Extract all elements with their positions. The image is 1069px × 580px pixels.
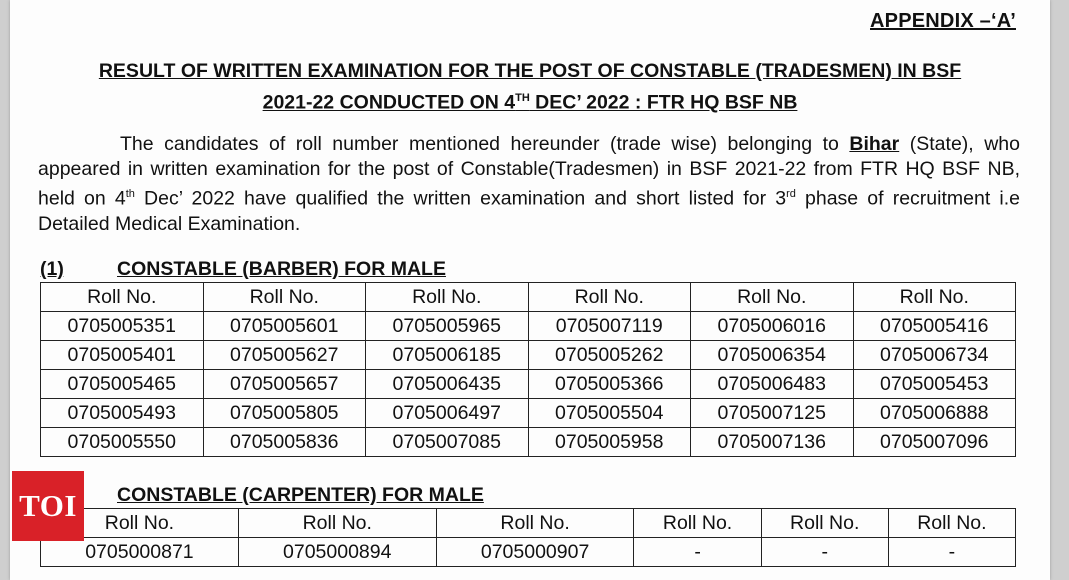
column-header: Roll No.	[888, 509, 1015, 538]
table-header-row	[41, 283, 1016, 312]
roll-number-cell: 0705006483	[691, 370, 854, 399]
roll-number-cell: 0705000907	[436, 538, 634, 567]
roll-number-cell: 0705000871	[41, 538, 239, 567]
roll-number-cell: 0705006734	[853, 341, 1016, 370]
table-header-row	[41, 509, 1016, 538]
roll-table-barber	[40, 282, 1016, 457]
column-header: Roll No.	[203, 283, 366, 312]
roll-number-cell: 0705006354	[691, 341, 854, 370]
roll-number-cell: 0705005601	[203, 312, 366, 341]
column-header: Roll No.	[436, 509, 634, 538]
section-title-barber: CONSTABLE (BARBER) FOR MALE	[117, 258, 446, 280]
roll-number-cell: 0705005504	[528, 399, 691, 428]
roll-number-cell: 0705007119	[528, 312, 691, 341]
intro-paragraph: The candidates of roll number mentioned hereunder (trade wise) belonging to Bihar (State), who appeared in written examination for the post of Constable(Tradesmen) in BSF 2021-22 from FTR HQ BSF NB, held on 4th Dec’ 2022 have qualified the written examination and short listed for 3rd phase of recruitment i.e Detailed Medical Examination.	[38, 133, 1021, 235]
roll-number-cell: 0705005366	[528, 370, 691, 399]
roll-number-cell: 0705006016	[691, 312, 854, 341]
roll-number-cell: 0705006435	[366, 370, 529, 399]
roll-number-cell: 0705006185	[366, 341, 529, 370]
column-header: Roll No.	[41, 509, 239, 538]
roll-number-cell: 0705005453	[853, 370, 1016, 399]
appendix-label: APPENDIX –‘A’	[870, 10, 1016, 32]
roll-number-cell: 0705006888	[853, 399, 1016, 428]
roll-number-cell: 0705005416	[853, 312, 1016, 341]
column-header: Roll No.	[761, 509, 888, 538]
column-header: Roll No.	[238, 509, 436, 538]
section-number: (1)	[40, 258, 64, 280]
column-header: Roll No.	[41, 283, 204, 312]
roll-number-cell: 0705005465	[41, 370, 204, 399]
roll-number-cell: 0705007085	[366, 428, 529, 457]
roll-number-cell: 0705005958	[528, 428, 691, 457]
roll-number-cell: 0705000894	[238, 538, 436, 567]
roll-number-cell: 0705005805	[203, 399, 366, 428]
table-row	[41, 312, 1016, 341]
column-header: Roll No.	[366, 283, 529, 312]
document-title	[10, 58, 1050, 117]
roll-number-cell: 0705005262	[528, 341, 691, 370]
column-header: Roll No.	[634, 509, 761, 538]
roll-number-cell: -	[634, 538, 761, 567]
table-row	[41, 399, 1016, 428]
roll-number-cell: 0705007125	[691, 399, 854, 428]
roll-number-cell: -	[888, 538, 1015, 567]
table-row	[41, 341, 1016, 370]
roll-number-cell: 0705005627	[203, 341, 366, 370]
roll-number-cell: 0705005550	[41, 428, 204, 457]
roll-number-cell: 0705007096	[853, 428, 1016, 457]
table-row	[41, 370, 1016, 399]
roll-number-cell: 0705005965	[366, 312, 529, 341]
roll-number-cell: 0705007136	[691, 428, 854, 457]
column-header: Roll No.	[691, 283, 854, 312]
roll-number-cell: 0705006497	[366, 399, 529, 428]
roll-number-cell: -	[761, 538, 888, 567]
roll-number-cell: 0705005493	[41, 399, 204, 428]
roll-number-cell: 0705005351	[41, 312, 204, 341]
title-line-1: RESULT OF WRITTEN EXAMINATION FOR THE POST OF CONSTABLE (TRADESMEN) IN BSF	[98, 60, 962, 82]
document-page	[10, 0, 1050, 580]
state-name: Bihar	[849, 133, 900, 155]
table-row	[41, 538, 1016, 567]
roll-number-cell: 0705005836	[203, 428, 366, 457]
roll-number-cell: 0705005657	[203, 370, 366, 399]
column-header: Roll No.	[528, 283, 691, 312]
toi-logo: TOI	[12, 471, 84, 541]
section-title-carpenter: CONSTABLE (CARPENTER) FOR MALE	[117, 484, 484, 506]
title-line-2: 2021-22 CONDUCTED ON 4TH DEC’ 2022 : FTR HQ BSF NB	[262, 91, 798, 114]
table-row	[41, 428, 1016, 457]
roll-table-carpenter	[40, 508, 1016, 567]
column-header: Roll No.	[853, 283, 1016, 312]
roll-number-cell: 0705005401	[41, 341, 204, 370]
